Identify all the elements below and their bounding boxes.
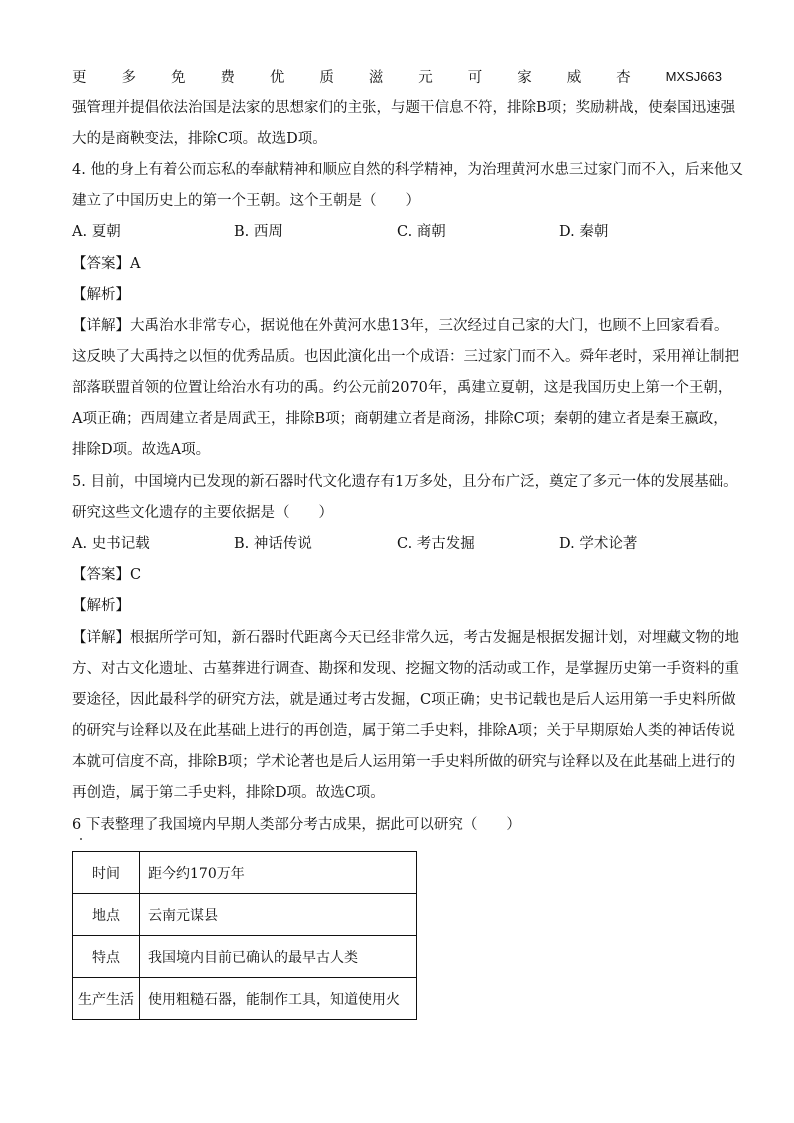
explanation-line: 方、对古文化遗址、古墓葬进行调查、勘探和发现、挖掘文物的活动或工作，是掌握历史第一手资料的重	[72, 661, 739, 677]
question-4-options	[72, 222, 732, 242]
header-char: 可	[467, 69, 483, 86]
question-4-stem: 4. 他的身上有着公而忘私的奉献精神和顺应自然的科学精神，为治理黄河水患三过家门而不入，后来他又	[72, 162, 743, 178]
explanation-line: 的研究与诠释以及在此基础上进行的再创造，属于第二手史料，排除A项；关于早期原始人类的神话传说	[72, 723, 735, 739]
header-char: 质	[319, 69, 334, 86]
explanation-line: A项正确；西周建立者是周武王，排除B项；商朝建立者是商汤，排除C项；秦朝的建立者是秦王嬴政，	[72, 411, 728, 427]
table-value-cell: 我国境内目前已确认的最早古人类	[140, 936, 417, 978]
explanation-line: 本就可信度不高，排除B项；学术论著也是后人运用第一手史料所做的研究与诠释以及在此基础上进行的	[72, 754, 736, 770]
header-code: MXSJ663	[665, 68, 722, 84]
header-char: 优	[269, 69, 285, 86]
table-key-cell: 生产生活	[73, 978, 140, 1020]
question-5-stem-cont: 研究这些文化遗存的主要依据是（ ）	[72, 505, 333, 521]
header-char: 多	[121, 69, 136, 86]
option-a: A. 夏朝	[72, 224, 121, 240]
explanation-line: 再创造，属于第二手史料，排除D项。故选C项。	[72, 785, 385, 801]
header-char: 滋	[368, 69, 384, 86]
header-char: 免	[170, 69, 186, 86]
question-6-stem: 6 下表整理了我国境内早期人类部分考古成果，据此可以研究（ ）	[72, 817, 521, 833]
table-row	[73, 852, 417, 894]
table-key-cell: 特点	[73, 936, 140, 978]
question-5-stem: 5. 目前，中国境内已发现的新石器时代文化遗存有1万多处，且分布广泛，奠定了多元一体的发展基础。	[72, 474, 738, 490]
explanation-line: 【详解】大禹治水非常专心，据说他在外黄河水患13年，三次经过自己家的大门，也顾不上回家看看。	[72, 318, 729, 334]
answer-label: 【答案】A	[72, 256, 141, 272]
page-header	[72, 66, 722, 86]
table-value-cell: 距今约170万年	[140, 852, 417, 894]
option-c: C. 考古发掘	[397, 536, 475, 552]
option-c: C. 商朝	[397, 224, 446, 240]
option-b: B. 西周	[234, 224, 283, 240]
explanation-line: 部落联盟首领的位置让给治水有功的禹。约公元前2070年，禹建立夏朝，这是我国历史上第一个王朝，	[72, 380, 733, 396]
text-line: 强管理并提倡依法治国是法家的思想家们的主张，与题干信息不符，排除B项；奖励耕战，使秦国迅速强	[72, 100, 736, 116]
text-line: 大的是商鞅变法，排除C项。故选D项。	[72, 131, 327, 147]
header-char: 威	[566, 69, 582, 86]
table-row	[73, 936, 417, 978]
question-5-options	[72, 534, 732, 554]
table-key-cell: 地点	[73, 894, 140, 936]
answer-label: 【答案】C	[72, 567, 142, 583]
analysis-label: 【解析】	[72, 598, 130, 614]
table-value-cell: 使用粗糙石器，能制作工具，知道使用火	[140, 978, 417, 1020]
header-char: 更	[72, 69, 87, 86]
option-d: D. 秦朝	[559, 224, 609, 240]
option-d: D. 学术论著	[559, 536, 638, 552]
header-char: 杏	[616, 69, 631, 86]
archaeology-table	[72, 851, 417, 1020]
table-row	[73, 894, 417, 936]
explanation-line: 【详解】根据所学可知，新石器时代距离今天已经非常久远，考古发掘是根据发掘计划，对埋藏文物的地	[72, 630, 739, 646]
explanation-line: 要途径，因此最科学的研究方法，就是通过考古发掘，C项正确；史书记载也是后人运用第一手史料所做	[72, 692, 736, 708]
table-key-cell: 时间	[73, 852, 140, 894]
option-b: B. 神话传说	[234, 536, 312, 552]
stray-dot	[80, 838, 82, 840]
explanation-line: 排除D项。故选A项。	[72, 442, 211, 458]
header-char: 费	[220, 69, 235, 86]
option-a: A. 史书记载	[72, 536, 150, 552]
header-char: 元	[418, 69, 433, 86]
analysis-label: 【解析】	[72, 287, 130, 303]
header-char: 家	[517, 69, 532, 86]
explanation-line: 这反映了大禹持之以恒的优秀品质。也因此演化出一个成语：三过家门而不入。舜年老时，采用禅让制把	[72, 349, 739, 365]
question-4-stem-cont: 建立了中国历史上的第一个王朝。这个王朝是（ ）	[72, 193, 420, 209]
table-value-cell: 云南元谋县	[140, 894, 417, 936]
table-row	[73, 978, 417, 1020]
